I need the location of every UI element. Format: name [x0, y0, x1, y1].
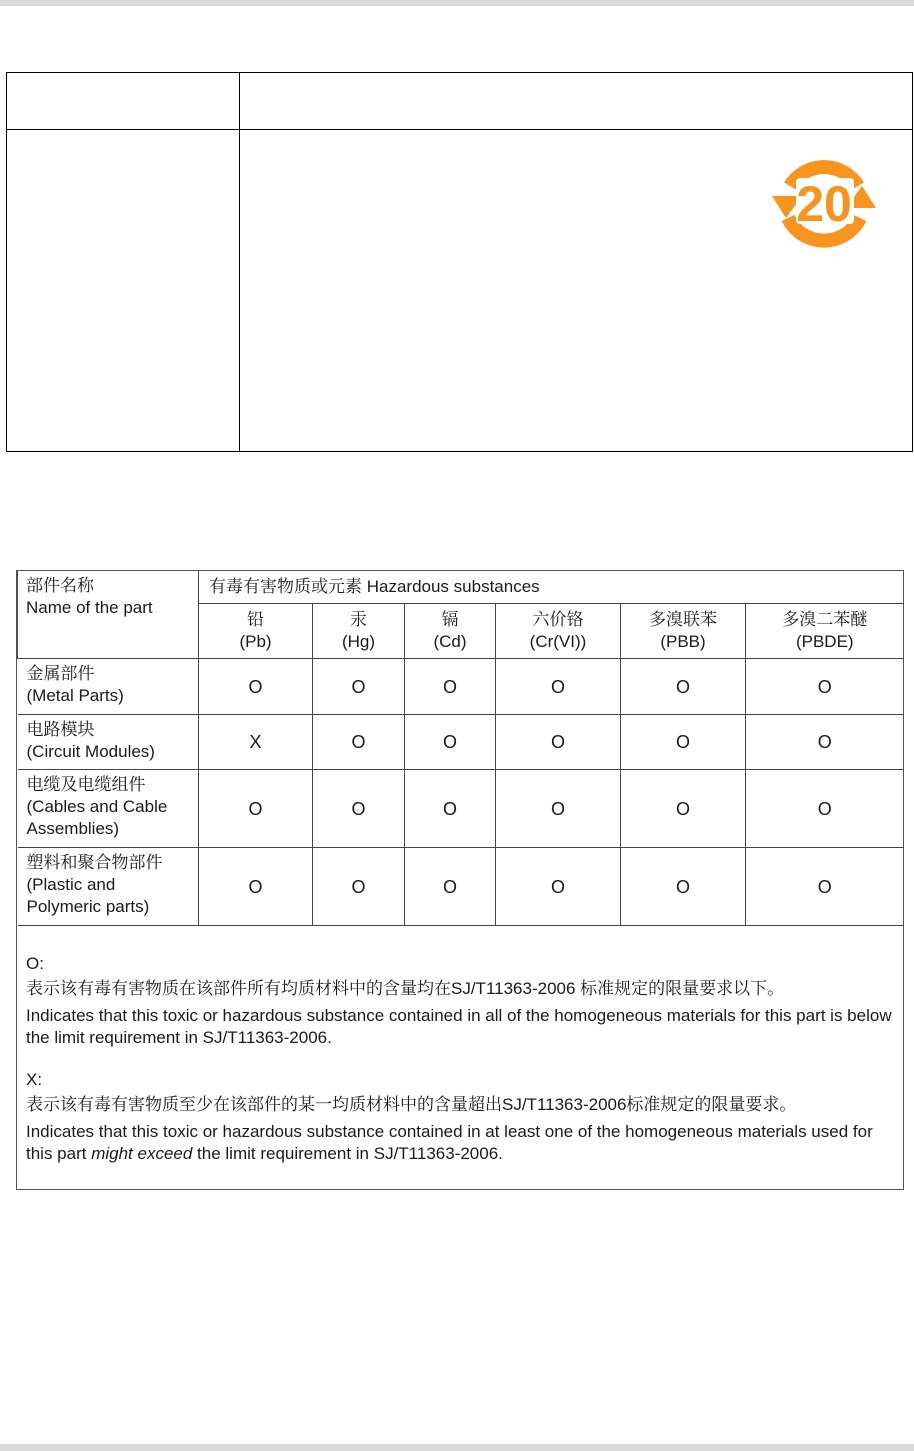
substance-header-pbb — [621, 604, 746, 659]
substance-header-pb — [199, 604, 313, 659]
substance-header-hg — [313, 604, 405, 659]
mark-cell: O — [313, 715, 405, 770]
logo-number: 20 — [796, 176, 852, 232]
part-name-en: (Cables and Cable Assemblies) — [26, 797, 168, 838]
substance-symbol: (Hg) — [341, 632, 376, 651]
mark-cell: O — [405, 715, 496, 770]
mark-cell: O — [496, 770, 621, 848]
info-table-cell-body-left — [7, 130, 240, 452]
part-name-cell — [18, 770, 199, 848]
x-description-emphasis: might exceed — [91, 1144, 193, 1163]
part-name-cell — [18, 715, 199, 770]
mark-cell: O — [496, 659, 621, 715]
o-description-en: Indicates that this toxic or hazardous substance contained in all of the homogeneous materials for this part is below the limit requirement in SJ/T11363-2006. — [26, 1006, 892, 1047]
substance-zh: 六价铬 — [532, 610, 584, 629]
part-name-cell — [18, 659, 199, 715]
substance-header-pbde — [746, 604, 904, 659]
hazardous-substances-table — [17, 571, 904, 926]
substance-zh: 铅 — [247, 610, 264, 629]
mark-cell: O — [199, 659, 313, 715]
substance-zh: 多溴联苯 — [649, 610, 717, 629]
info-table — [6, 72, 913, 452]
o-description-zh: 表示该有毒有害物质在该部件所有均质材料中的含量均在SJ/T11363-2006 标准规定的限量要求以下。 — [26, 979, 785, 998]
mark-cell: O — [405, 848, 496, 926]
substance-zh: 汞 — [350, 610, 367, 629]
x-description-en — [26, 1121, 892, 1165]
mark-cell: O — [199, 770, 313, 848]
mark-cell: O — [313, 659, 405, 715]
mark-cell: O — [746, 659, 904, 715]
mark-cell: O — [746, 848, 904, 926]
substance-header-crvi — [496, 604, 621, 659]
mark-cell: O — [496, 715, 621, 770]
table-row — [18, 715, 904, 770]
info-table-cell-header-right — [240, 73, 913, 130]
part-name-zh: 电缆及电缆组件 — [26, 775, 146, 794]
substance-symbol: (Cd) — [433, 632, 467, 651]
substance-zh: 多溴二苯醚 — [782, 610, 868, 629]
table-row — [18, 659, 904, 715]
substance-symbol: (Pb) — [239, 632, 272, 651]
substance-zh: 镉 — [441, 610, 459, 629]
o-symbol-label: O: — [26, 954, 44, 973]
part-name-en: (Plastic and Polymeric parts) — [26, 875, 150, 916]
mark-cell: O — [405, 659, 496, 715]
mark-cell: O — [746, 715, 904, 770]
part-name-header-zh: 部件名称 — [26, 576, 94, 595]
part-name-header-en: Name of the part — [26, 598, 153, 617]
info-table-cell-header-left — [7, 73, 240, 130]
mark-cell: O — [746, 770, 904, 848]
part-name-zh: 金属部件 — [26, 664, 95, 683]
mark-cell: O — [313, 848, 405, 926]
part-name-header — [18, 571, 199, 659]
environmental-use-period-logo — [770, 144, 878, 258]
substance-symbol: (PBB) — [660, 632, 706, 651]
part-name-zh: 电路模块 — [26, 720, 95, 739]
mark-cell: O — [405, 770, 496, 848]
substance-symbol: (PBDE) — [795, 632, 854, 651]
part-name-en: (Circuit Modules) — [26, 742, 155, 761]
substance-symbol: (Cr(VI)) — [529, 632, 587, 651]
part-name-cell — [18, 848, 199, 926]
mark-cell: O — [621, 770, 746, 848]
x-description-en-part1: Indicates that this toxic or hazardous substance contained in at least one of the homogeneous materials used for this part — [26, 1122, 873, 1163]
substance-header-cd — [405, 604, 496, 659]
legend-notes — [26, 953, 892, 1165]
table-row — [18, 770, 904, 848]
mark-cell: O — [621, 848, 746, 926]
mark-cell: X — [199, 715, 313, 770]
x-symbol-label: X: — [26, 1070, 43, 1089]
mark-cell: O — [496, 848, 621, 926]
mark-cell: O — [621, 715, 746, 770]
bottom-border-bar — [0, 1444, 914, 1451]
part-name-en: (Metal Parts) — [26, 686, 124, 705]
hazardous-substances-panel — [16, 570, 904, 1190]
mark-cell: O — [199, 848, 313, 926]
mark-cell: O — [621, 659, 746, 715]
table-row — [18, 848, 904, 926]
hazardous-substances-header: 有毒有害物质或元素 Hazardous substances — [199, 571, 904, 604]
x-description-zh: 表示该有毒有害物质至少在该部件的某一均质材料中的含量超出SJ/T11363-2006标准规定的限量要求。 — [26, 1095, 797, 1114]
top-border-bar — [0, 0, 914, 6]
x-description-en-part2: the limit requirement in SJ/T11363-2006. — [192, 1144, 503, 1163]
part-name-zh: 塑料和聚合物部件 — [26, 853, 163, 872]
mark-cell: O — [313, 770, 405, 848]
